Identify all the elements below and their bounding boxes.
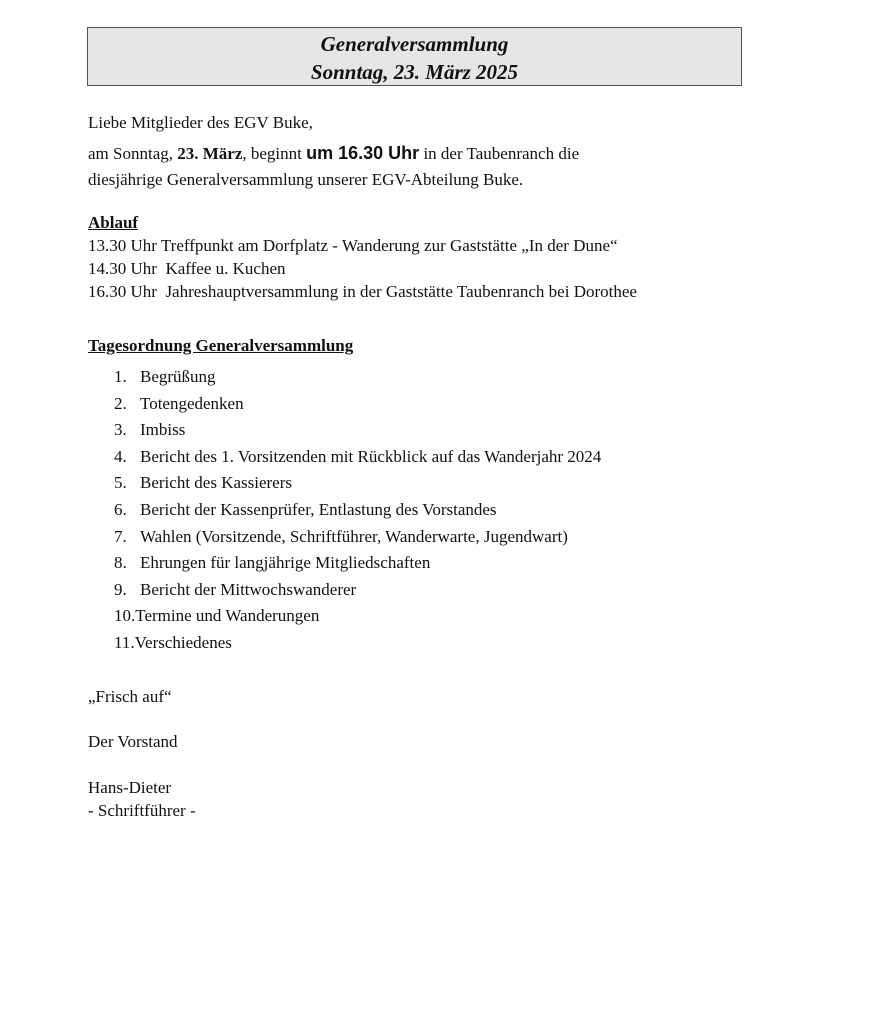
agenda-item <box>114 603 601 630</box>
agenda-text: Wahlen (Vorsitzende, Schriftführer, Wanderwarte, Jugendwart) <box>140 526 568 546</box>
agenda-text: Imbiss <box>140 420 186 440</box>
document-title: Generalversammlung <box>320 32 509 56</box>
intro-date: 23. März <box>177 144 243 163</box>
agenda-text: Bericht der Kassenprüfer, Entlastung des Vorstandes <box>140 499 497 519</box>
agenda-number: 10. <box>114 606 136 626</box>
agenda-number: 8. <box>114 553 127 573</box>
agenda-item <box>114 524 601 551</box>
intro-text: am Sonntag, <box>88 144 178 163</box>
ablauf-section <box>88 211 637 303</box>
signature-name: Hans-Dieter <box>88 778 172 797</box>
intro-line-1 <box>88 140 579 167</box>
ablauf-item: 14.30 Uhr Kaffee u. Kuchen <box>88 259 286 278</box>
agenda-item <box>114 470 601 497</box>
agenda-item <box>114 391 601 418</box>
document-date: Sonntag, 23. März 2025 <box>310 60 519 84</box>
signature <box>88 776 196 822</box>
agenda-item <box>114 444 601 471</box>
vorstand-signoff: Der Vorstand <box>88 732 178 751</box>
tagesordnung-heading: Tagesordnung Generalversammlung <box>88 336 354 355</box>
agenda-text: Bericht der Mittwochswanderer <box>140 579 357 599</box>
agenda-number: 5. <box>114 473 127 493</box>
intro-paragraph <box>88 140 579 193</box>
agenda-text: Totengedenken <box>140 393 244 413</box>
agenda-number: 6. <box>114 499 127 519</box>
intro-time: um 16.30 Uhr <box>306 143 420 163</box>
agenda-item <box>114 630 601 657</box>
ablauf-item: 13.30 Uhr Treffpunkt am Dorfplatz - Wanderung zur Gaststätte „In der Dune“ <box>88 236 618 255</box>
title-box <box>87 27 742 86</box>
agenda-number: 3. <box>114 420 127 440</box>
agenda-text: Verschiedenes <box>134 632 232 652</box>
agenda-number: 4. <box>114 446 127 466</box>
agenda-text: Ehrungen für langjährige Mitgliedschaften <box>140 553 431 573</box>
agenda-number: 9. <box>114 579 127 599</box>
agenda-number: 7. <box>114 526 127 546</box>
intro-line-2: diesjährige Generalversammlung unserer EGV-Abteilung Buke. <box>88 170 524 189</box>
ablauf-heading: Ablauf <box>88 213 139 232</box>
agenda-number: 11. <box>114 632 135 652</box>
intro-text: , beginnt <box>242 144 307 163</box>
closing-motto: „Frisch auf“ <box>88 687 172 706</box>
agenda-text: Begrüßung <box>140 367 216 386</box>
agenda-item <box>114 417 601 444</box>
agenda-list <box>114 364 601 657</box>
agenda-item <box>114 364 601 391</box>
agenda-text: Bericht des Kassierers <box>140 473 293 493</box>
intro-text: in der Taubenranch die <box>419 144 580 163</box>
ablauf-item: 16.30 Uhr Jahreshauptversammlung in der Gaststätte Taubenranch bei Dorothee <box>88 282 637 301</box>
agenda-item <box>114 497 601 524</box>
agenda-item <box>114 577 601 604</box>
agenda-number: 2. <box>114 393 127 413</box>
agenda-text: Termine und Wanderungen <box>135 606 320 626</box>
signature-role: - Schriftführer - <box>88 801 196 820</box>
greeting: Liebe Mitglieder des EGV Buke, <box>88 113 313 132</box>
agenda-number: 1. <box>114 367 127 386</box>
agenda-item <box>114 550 601 577</box>
agenda-text: Bericht des 1. Vorsitzenden mit Rückblick auf das Wanderjahr 2024 <box>140 446 602 466</box>
